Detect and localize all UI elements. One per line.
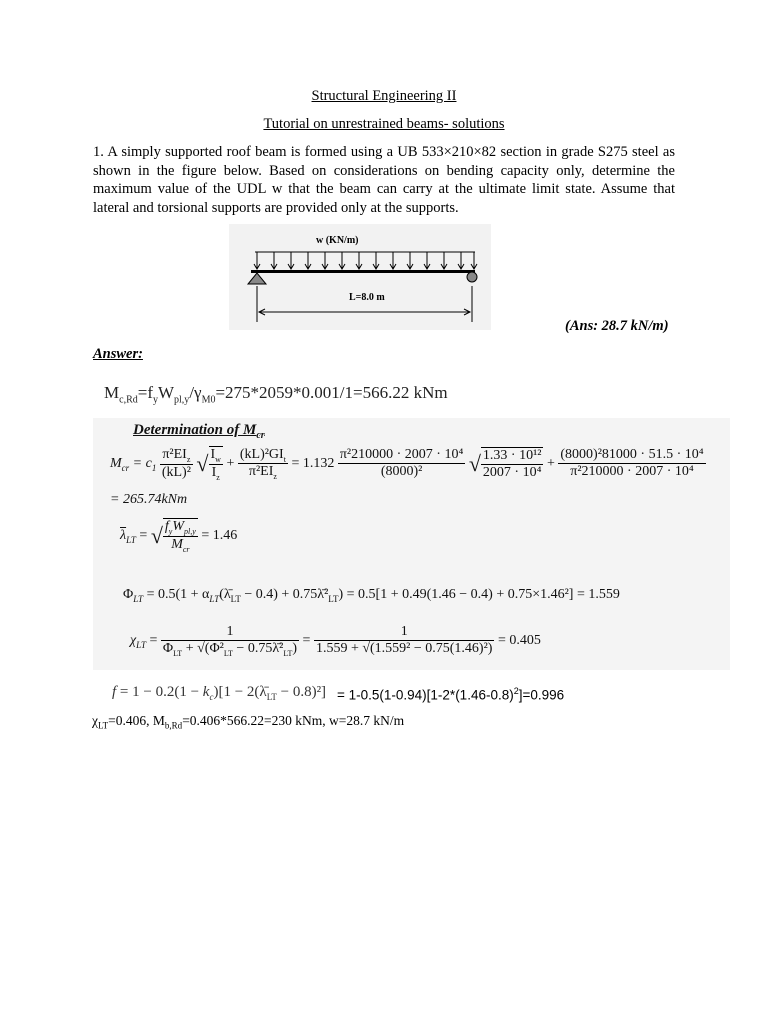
det-heading: Determination of $M_{cr}$ — [133, 422, 265, 441]
question-text: 1. A simply supported roof beam is formed using a UB 533×210×82 section in grade S275 steel as shown in the figure below. Based on considerations on bending capacity only, determine the maximum value of the UDL w that the beam can carry at the ultimate limit state. Assume that lateral and torsional supports are provided only at the supports. — [93, 144, 675, 216]
mcr-formula: $M_{cr} = c_1$ $\frac{\pi^2EI_z}{\text{(kL)²}}$ √ $\frac{I_w}{I_z}$ + $\frac{(kL)^2GI_t}{\pi^2EI_z}$ = 1.132 $\frac{\text{π²210000 · 2007 · 10⁴}}{\text{(8000)²}}$ √ $\frac{\text{1.33 · 10¹²}}{\text{2007 · 10⁴}}$ + $\frac{\text{(8000)²81000 · 51.5 · 10⁴}}{\text{π²210000 · 2007 · 10⁴}}$ — [110, 446, 704, 482]
lambda-formula: $\overline{\lambda}_{LT}$ = √ $\frac{f_yW_{pl,y}}{M_{cr}}$ = 1.46 — [120, 519, 238, 554]
chi-formula: $\chi_{LT}$ = $\frac{1}{\Phi_{LT} + √(\Phi^2_{LT} - 0.75\lambdā^2_{LT})}$ = $\frac{1}{\text{1.559 + √(1.559² − 0.75(1.46)²)}}$ = 0.405 — [130, 624, 541, 658]
answer-heading: Answer: — [93, 346, 143, 362]
phi-formula: $\Phi_{LT} = 0.5(1$ + $\alpha_{LT}(\lambdā_{LT} - 0.4)$ + $0.75\lambdā^2_{LT}) = 0.5[1 + 0.49(1.46 - 0.4) + 0.75\times 1.46^2] = 1.559$ — [123, 587, 620, 604]
roller-support — [467, 272, 477, 282]
tutorial-title: Tutorial on unrestrained beams- solutions — [263, 116, 505, 132]
f-result: = $1-0.5(1-0.94)[1-2*(1.46-0.8)^2]=0.996$ — [337, 686, 565, 703]
f-formula: $f = 1 - 0.2(1 - k_c)[1$ − $2(\lambdā_{LT} - 0.8)^2$] — [112, 684, 327, 702]
beam-diagram — [229, 224, 491, 330]
mcr-result: = 265.74kNm — [110, 492, 188, 507]
answer-hint: (Ans: 28.7 kN/m) — [565, 318, 669, 334]
span-label: L=8.0 m — [349, 292, 385, 303]
final-result: $\chi_{LT}=0.406$, $M_{b,Rd}=0.406*566.22=230$ kNm, w=28.7 kN/m — [92, 713, 405, 731]
beam-line — [251, 270, 475, 273]
load-label: w (KN/m) — [316, 235, 359, 246]
course-title: Structural Engineering II — [311, 88, 457, 104]
mcrd-equation: $M_{c,Rd}=f_yW_{pl,y}/\gamma_{M0}=275*2059*0.001/1=566.22$ kNm — [104, 383, 448, 406]
